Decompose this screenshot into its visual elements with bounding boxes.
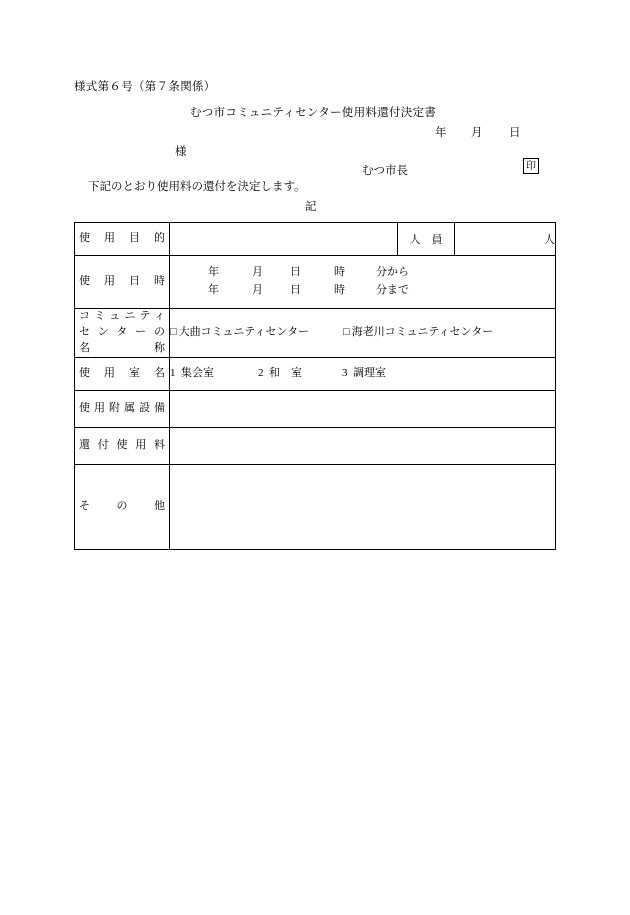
from-month: 月 xyxy=(252,266,263,279)
people-label: 人 員 xyxy=(398,223,455,256)
table-row-other xyxy=(75,464,556,549)
date-year: 年 xyxy=(435,127,447,139)
datetime-value[interactable] xyxy=(170,256,556,309)
room-1-no[interactable]: 1 xyxy=(170,367,176,380)
seal-stamp-box: 印 xyxy=(523,158,539,174)
datetime-line-from xyxy=(170,264,555,282)
table-row-equipment xyxy=(75,390,556,427)
date-line xyxy=(435,124,521,140)
refund-fee-label: 還付使用料 xyxy=(75,427,170,464)
from-minute: 分から xyxy=(376,266,409,279)
table-row-purpose xyxy=(75,223,556,256)
room-3-name: 調理室 xyxy=(353,367,386,380)
to-day: 日 xyxy=(290,284,301,296)
to-month: 月 xyxy=(252,284,263,296)
equipment-label: 使用附属設備 xyxy=(75,390,170,427)
table-row-refund-fee xyxy=(75,427,556,464)
ki-marker: 記 xyxy=(305,201,317,213)
room-label: 使用室名 xyxy=(75,357,170,390)
people-value[interactable]: 人 xyxy=(455,223,556,256)
datetime-line-to xyxy=(170,282,555,300)
page-title: むつ市コミュニティセンター使用料還付決定書 xyxy=(190,107,437,119)
room-3-no[interactable]: 3 xyxy=(342,367,348,380)
to-hour: 時 xyxy=(334,284,345,296)
date-day: 日 xyxy=(509,127,521,139)
purpose-label: 使用目的 xyxy=(75,223,170,256)
table-row-datetime xyxy=(75,256,556,309)
datetime-label: 使用日時 xyxy=(75,256,170,309)
form-number: 様式第６号（第７条関係） xyxy=(74,81,216,93)
checkbox-omagari[interactable]: □ xyxy=(170,326,177,339)
center-name-label: コミュニティ センターの 名 称 xyxy=(75,309,170,358)
issuer-name: むつ市長 xyxy=(362,165,408,177)
refund-details-table xyxy=(74,222,556,550)
from-day: 日 xyxy=(290,266,301,279)
refund-fee-value[interactable] xyxy=(170,427,556,464)
room-options xyxy=(170,357,556,390)
from-year: 年 xyxy=(208,266,219,279)
room-2-name: 和 室 xyxy=(269,367,302,380)
checkbox-ebikawa[interactable]: □ xyxy=(343,326,350,339)
label-ebikawa: 海老川コミュニティセンター xyxy=(351,326,494,339)
equipment-value[interactable] xyxy=(170,390,556,427)
to-year: 年 xyxy=(208,284,219,296)
purpose-value[interactable] xyxy=(170,223,398,256)
other-value[interactable] xyxy=(170,464,556,549)
other-label: そ の 他 xyxy=(75,464,170,549)
label-omagari: 大曲コミュニティセンター xyxy=(178,326,310,339)
addressee-suffix: 様 xyxy=(175,146,187,158)
table-row-center-name xyxy=(75,309,556,358)
center-name-options xyxy=(170,309,556,358)
room-2-no[interactable]: 2 xyxy=(258,367,264,380)
table-row-room xyxy=(75,357,556,390)
statement-text: 下記のとおり使用料の還付を決定します。 xyxy=(88,181,306,193)
room-1-name: 集会室 xyxy=(181,367,214,380)
from-hour: 時 xyxy=(334,266,345,279)
date-month: 月 xyxy=(471,127,483,139)
to-minute: 分まで xyxy=(376,284,409,296)
